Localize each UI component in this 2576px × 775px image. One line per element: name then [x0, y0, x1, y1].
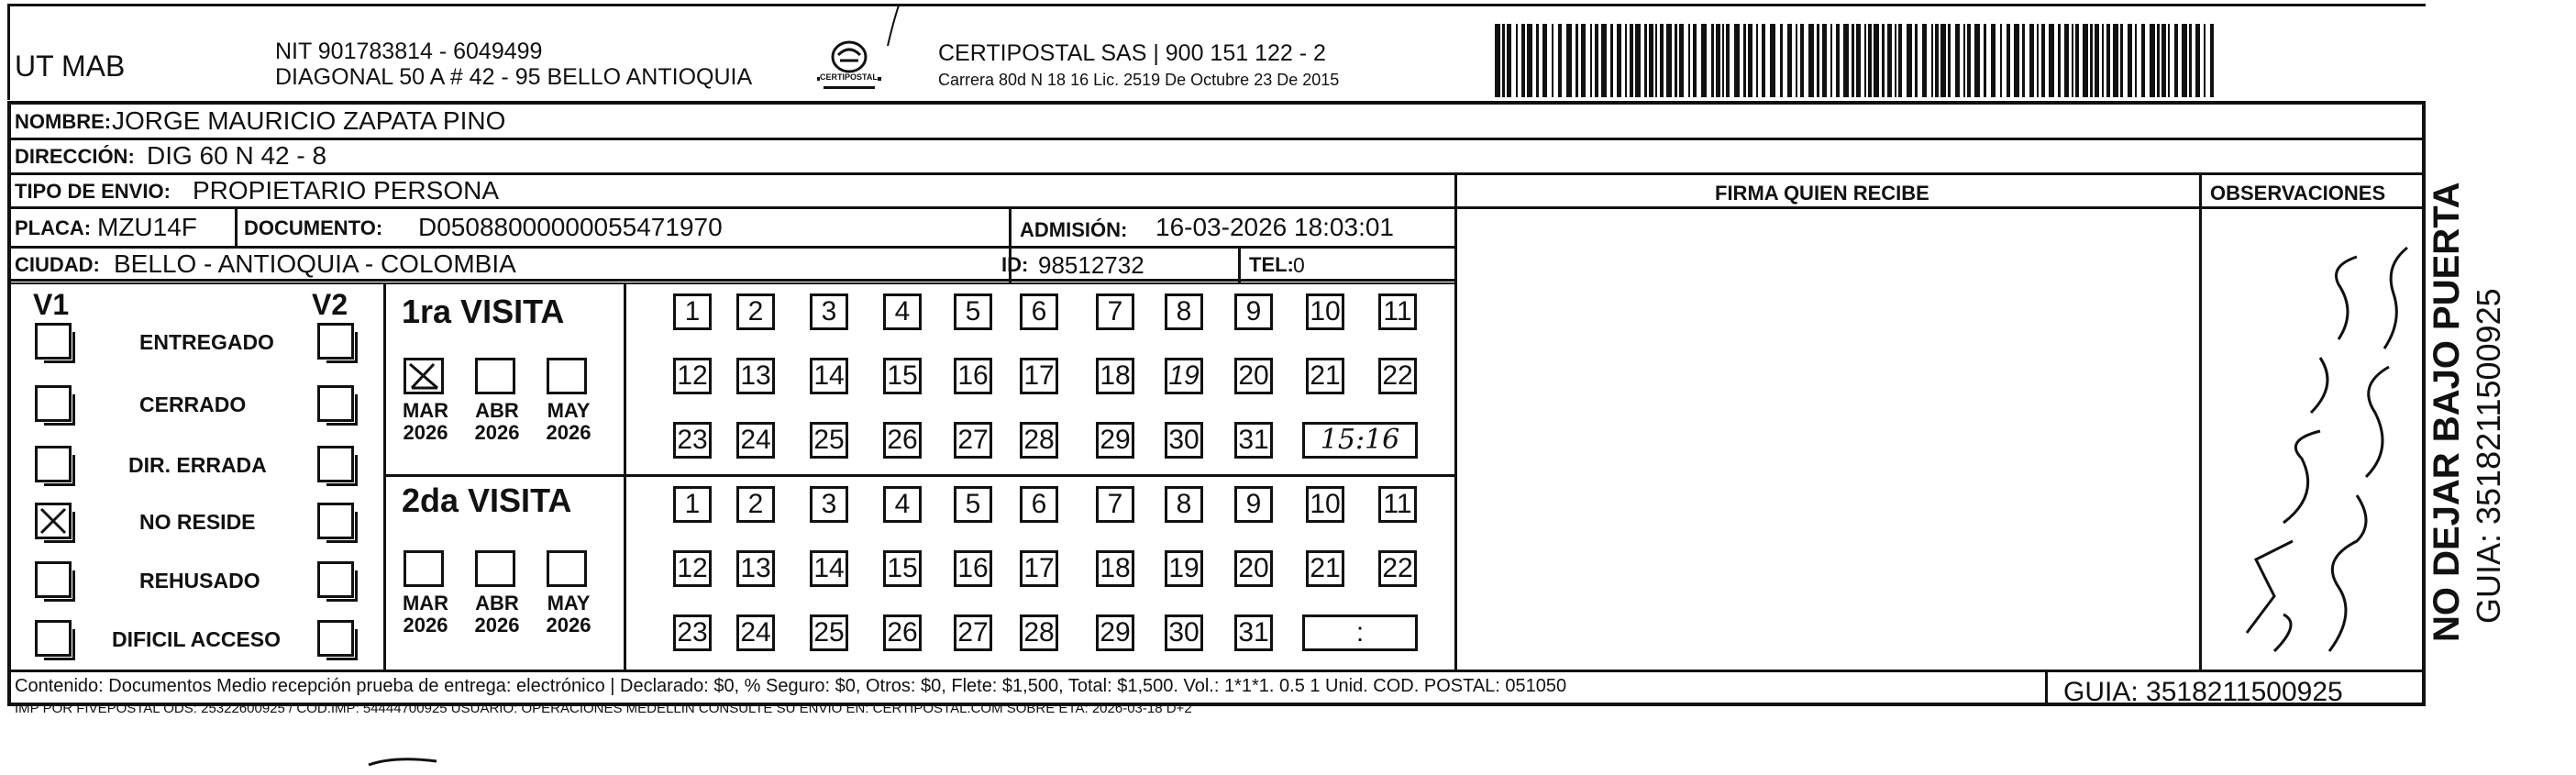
barcode-bar: [1495, 24, 1500, 97]
day-box[interactable]: 29: [1096, 422, 1134, 459]
barcode-bar: [1722, 24, 1724, 97]
side-guia: GUIA: 3518211500925: [2470, 288, 2507, 624]
v2-checkbox[interactable]: [317, 620, 354, 657]
barcode-bar: [1836, 24, 1840, 97]
barcode-bar: [2182, 24, 2187, 97]
day-box[interactable]: 9: [1234, 293, 1273, 330]
day-box[interactable]: 24: [736, 422, 775, 459]
month-label: MAR 2026: [402, 399, 449, 444]
barcode-bar: [2210, 24, 2214, 97]
barcode-bar: [1625, 24, 1627, 97]
barcode-bar: [2041, 24, 2045, 97]
barcode-bar: [1935, 24, 1939, 97]
day-box[interactable]: 6: [1020, 293, 1058, 330]
barcode-bar: [1748, 24, 1752, 97]
barcode-bar: [1948, 24, 1951, 97]
day-box[interactable]: 27: [954, 422, 992, 459]
id-label: ID:: [1001, 253, 1029, 276]
barcode-bar: [1817, 24, 1819, 97]
barcode-bar: [1655, 24, 1657, 97]
check-x-icon: [38, 505, 69, 537]
day-box[interactable]: 2: [736, 486, 775, 523]
barcode-bar: [1895, 24, 1896, 97]
barcode-bar: [1907, 24, 1912, 97]
barcode-bar: [1581, 24, 1586, 97]
barcode-bar: [2106, 24, 2110, 97]
barcode-bar: [2064, 24, 2069, 97]
barcode-bar: [2029, 24, 2034, 97]
barcode-bar: [2072, 24, 2073, 97]
barcode-bar: [1507, 24, 1511, 97]
barcode-bar: [1963, 24, 1965, 97]
company-address: DIAGONAL 50 A # 42 - 95 BELLO ANTIOQUIA: [275, 64, 753, 90]
barcode-bar: [1874, 24, 1879, 97]
day-box[interactable]: 18: [1096, 358, 1134, 394]
barcode-bar: [1991, 24, 1996, 97]
day-box[interactable]: 31: [1234, 422, 1273, 459]
barcode-bar: [2135, 24, 2137, 97]
day-box[interactable]: 24: [736, 614, 775, 651]
day-box[interactable]: 1: [673, 486, 712, 523]
month-checkbox[interactable]: [475, 358, 515, 394]
nombre-label: NOMBRE:: [15, 110, 112, 133]
certipostal-logo: [813, 37, 886, 101]
day-box[interactable]: 20: [1234, 358, 1273, 394]
barcode-bar: [2000, 24, 2002, 97]
day-box[interactable]: 3: [810, 486, 848, 523]
tel-value: 0: [1293, 253, 1305, 277]
day-box[interactable]: 30: [1165, 422, 1203, 459]
footer-contents: Contenido: Documentos Medio recepción prueba de entrega: electrónico | Declarado: $0, % Seguro: $0, Otros: $0, Flete: $1,500, Total: $1,500. Vol.: 1*1*1. 0.5 1 Unid. COD. POSTAL: 051050: [15, 676, 1567, 696]
barcode-bar: [1770, 24, 1775, 97]
barcode-bar: [1575, 24, 1578, 97]
barcode-bar: [1716, 24, 1720, 97]
barcode-bar: [1527, 24, 1532, 97]
v1-checkbox[interactable]: [35, 561, 72, 598]
tipo-envio-label: TIPO DE ENVIO:: [15, 180, 171, 203]
status-label: REHUSADO: [139, 569, 260, 592]
placa-value: MZU14F: [97, 213, 197, 241]
barcode-bar: [1940, 24, 1946, 97]
barcode-bar: [1660, 24, 1664, 97]
barcode-bar: [2195, 24, 2200, 97]
v2-checkbox[interactable]: [317, 385, 354, 422]
barcode-bar: [1630, 24, 1633, 97]
barcode-bar: [1967, 24, 1971, 97]
barcode-bar: [1610, 24, 1613, 97]
barcode-bar: [1743, 24, 1746, 97]
day-box[interactable]: 7: [1096, 293, 1134, 330]
barcode-bar: [1688, 24, 1690, 97]
day-box[interactable]: 14: [810, 550, 848, 587]
barcode-bar: [2090, 24, 2093, 97]
day-box[interactable]: 3: [810, 293, 848, 330]
day-box[interactable]: 6: [1020, 486, 1058, 523]
day-box[interactable]: 20: [1234, 550, 1273, 587]
barcode-bar: [1635, 24, 1641, 97]
v1-checkbox[interactable]: [35, 446, 72, 482]
v1-checkbox[interactable]: [35, 323, 72, 360]
barcode-bar: [2075, 24, 2079, 97]
month-checkbox[interactable]: [547, 550, 587, 587]
pen-stroke: [367, 752, 440, 770]
day-box[interactable]: 5: [954, 293, 992, 330]
documento-label: DOCUMENTO:: [244, 216, 383, 239]
day-box[interactable]: 18: [1096, 550, 1134, 587]
day-box[interactable]: 19: [1165, 550, 1203, 587]
day-box[interactable]: 10: [1306, 293, 1344, 330]
barcode-bar: [1542, 24, 1547, 97]
barcode-bar: [2022, 24, 2025, 97]
month-label: ABR 2026: [474, 399, 520, 444]
day-box[interactable]: 31: [1234, 614, 1273, 651]
id-value: 98512732: [1038, 251, 1144, 279]
barcode-bar: [2058, 24, 2061, 97]
barcode-bar: [1852, 24, 1854, 97]
day-box[interactable]: 23: [673, 614, 712, 651]
day-box[interactable]: 4: [883, 486, 922, 523]
day-box[interactable]: 22: [1378, 358, 1417, 394]
barcode-bar: [1922, 24, 1927, 97]
day-box[interactable]: 15: [883, 358, 922, 394]
v1-label: V1: [33, 288, 70, 321]
status-label: CERRADO: [139, 393, 247, 416]
barcode-bar: [2189, 24, 2192, 97]
barcode-bar: [2049, 24, 2054, 97]
day-box[interactable]: 17: [1020, 550, 1058, 587]
day-box[interactable]: 12: [673, 358, 712, 394]
barcode-bar: [2150, 24, 2155, 97]
observaciones-header: OBSERVACIONES: [2210, 182, 2386, 205]
day-box[interactable]: 30: [1165, 614, 1203, 651]
barcode-bar: [1931, 24, 1933, 97]
day-box[interactable]: 4: [883, 293, 922, 330]
status-label: DIFICIL ACCESO: [112, 627, 282, 651]
day-box[interactable]: 13: [736, 550, 775, 587]
day-box[interactable]: 12: [673, 550, 712, 587]
barcode-bar: [1800, 24, 1804, 97]
v1-checkbox[interactable]: [35, 503, 72, 539]
barcode: [1493, 24, 2227, 97]
barcode-bar: [1796, 24, 1797, 97]
day-box[interactable]: 11: [1378, 293, 1417, 330]
day-box[interactable]: 27: [954, 614, 992, 651]
day-box[interactable]: 21: [1306, 358, 1344, 394]
barcode-bar: [1536, 24, 1539, 97]
company-name: UT MAB: [15, 50, 126, 83]
day-box[interactable]: 15: [883, 550, 922, 587]
day-box[interactable]: 26: [883, 614, 922, 651]
barcode-bar: [1808, 24, 1814, 97]
footer-print-info: IMP POR FIVEPOSTAL ODS: 25322600925 / COD.IMP: 54444700925 USUARIO: OPERACIONES MEDELLIN CONSULTE SU ENVIO EN: CERTIPOSTAL.COM SOBRE ETA: 2026-03-18 D+2: [15, 701, 1192, 716]
day-box[interactable]: 22: [1378, 550, 1417, 587]
barcode-bar: [1675, 24, 1677, 97]
documento-value: D05088000000055471970: [418, 213, 723, 241]
month-label: ABR 2026: [474, 592, 520, 637]
status-label: ENTREGADO: [139, 330, 274, 354]
barcode-bar: [1701, 24, 1707, 97]
month-checkbox[interactable]: [404, 358, 444, 394]
barcode-bar: [2014, 24, 2019, 97]
check-x-icon: [406, 360, 441, 392]
month-checkbox[interactable]: [547, 358, 587, 394]
day-box[interactable]: 13: [736, 358, 775, 394]
barcode-bar: [1566, 24, 1572, 97]
barcode-bar: [2141, 24, 2145, 97]
barcode-bar: [2095, 24, 2099, 97]
day-box[interactable]: 28: [1020, 422, 1058, 459]
day-box[interactable]: 11: [1378, 486, 1417, 523]
v2-label: V2: [312, 288, 348, 321]
barcode-bar: [1693, 24, 1697, 97]
barcode-bar: [1887, 24, 1892, 97]
barcode-bar: [1644, 24, 1647, 97]
month-checkbox[interactable]: [404, 550, 444, 587]
handwritten-observation: [2219, 229, 2421, 660]
day-box[interactable]: 17: [1020, 358, 1058, 394]
day-box[interactable]: 8: [1165, 293, 1203, 330]
barcode-bar: [1882, 24, 1885, 97]
barcode-bar: [1711, 24, 1714, 97]
barcode-bar: [1601, 24, 1607, 97]
ciudad-label: CIUDAD:: [15, 253, 100, 276]
day-box[interactable]: 8: [1165, 486, 1203, 523]
barcode-bar: [2174, 24, 2178, 97]
barcode-bar: [1617, 24, 1621, 97]
day-box[interactable]: 1: [673, 293, 712, 330]
barcode-bar: [1502, 24, 1505, 97]
v2-checkbox[interactable]: [317, 503, 354, 539]
barcode-bar: [1780, 24, 1783, 97]
tipo-envio-value: PROPIETARIO PERSONA: [193, 176, 499, 205]
day-box[interactable]: 10: [1306, 486, 1344, 523]
pen-mark: [884, 4, 902, 50]
direccion-value: DIG 60 N 42 - 8: [147, 141, 327, 170]
barcode-bar: [1830, 24, 1832, 97]
barcode-bar: [1915, 24, 1918, 97]
barcode-bar: [1822, 24, 1827, 97]
carrier-license: Carrera 80d N 18 16 Lic. 2519 De Octubre 23 De 2015: [938, 71, 1340, 89]
barcode-bar: [1552, 24, 1553, 97]
barcode-bar: [1787, 24, 1792, 97]
barcode-bar: [2168, 24, 2170, 97]
barcode-bar: [1558, 24, 1562, 97]
day-box[interactable]: 16: [954, 550, 992, 587]
visit2-title: 2da VISITA: [402, 482, 572, 519]
barcode-bar: [2083, 24, 2088, 97]
barcode-bar: [2204, 24, 2206, 97]
v1-checkbox[interactable]: [35, 385, 72, 422]
day-box[interactable]: 5: [954, 486, 992, 523]
barcode-bar: [1984, 24, 1986, 97]
day-box[interactable]: 23: [673, 422, 712, 459]
time-box[interactable]: :: [1302, 614, 1418, 651]
barcode-bar: [1898, 24, 1902, 97]
barcode-bar: [1590, 24, 1592, 97]
barcode-bar: [2120, 24, 2123, 97]
direccion-label: DIRECCIÓN:: [15, 145, 135, 168]
month-label: MAR 2026: [402, 592, 449, 637]
month-checkbox[interactable]: [475, 550, 515, 587]
v2-checkbox[interactable]: [317, 561, 354, 598]
day-box[interactable]: 25: [810, 422, 848, 459]
day-box[interactable]: 2: [736, 293, 775, 330]
day-box[interactable]: 28: [1020, 614, 1058, 651]
barcode-bar: [1843, 24, 1849, 97]
barcode-bar: [1868, 24, 1872, 97]
footer-guia: GUIA: 3518211500925: [2063, 677, 2343, 707]
time-box[interactable]: 15:16: [1302, 422, 1418, 459]
carrier-name: CERTIPOSTAL SAS | 900 151 122 - 2: [938, 40, 1326, 66]
v2-checkbox[interactable]: [317, 323, 354, 360]
company-nit: NIT 901783814 - 6049499: [275, 39, 543, 64]
barcode-bar: [2102, 24, 2104, 97]
admision-value: 16-03-2026 18:03:01: [1155, 213, 1394, 241]
barcode-bar: [1756, 24, 1758, 97]
barcode-bar: [1974, 24, 1980, 97]
day-box[interactable]: 7: [1096, 486, 1134, 523]
no-dejar-bajo-puerta: NO DEJAR BAJO PUERTA: [2427, 182, 2467, 642]
side-text: [2428, 110, 2516, 642]
logo-caption: CERTIPOSTAL: [820, 72, 878, 82]
status-label: NO RESIDE: [139, 510, 256, 534]
day-box[interactable]: 21: [1306, 550, 1344, 587]
day-box[interactable]: 25: [810, 614, 848, 651]
barcode-bar: [1649, 24, 1653, 97]
barcode-bar: [1955, 24, 1960, 97]
barcode-bar: [1856, 24, 1861, 97]
barcode-bar: [1734, 24, 1740, 97]
tel-label: TEL:: [1249, 253, 1294, 276]
v2-checkbox[interactable]: [317, 446, 354, 482]
status-label: DIR. ERRADA: [128, 453, 267, 477]
barcode-bar: [2157, 24, 2160, 97]
barcode-bar: [2007, 24, 2010, 97]
firma-header: FIRMA QUIEN RECIBE: [1715, 182, 1929, 205]
barcode-bar: [2037, 24, 2039, 97]
day-box[interactable]: 29: [1096, 614, 1134, 651]
day-box[interactable]: 14: [810, 358, 848, 394]
visit1-title: 1ra VISITA: [402, 293, 565, 330]
barcode-bar: [1666, 24, 1672, 97]
nombre-value: JORGE MAURICIO ZAPATA PINO: [112, 106, 506, 135]
barcode-bar: [1595, 24, 1598, 97]
day-box[interactable]: 9: [1234, 486, 1273, 523]
month-label: MAY 2026: [546, 592, 591, 637]
barcode-bar: [2128, 24, 2132, 97]
v1-checkbox[interactable]: [35, 620, 72, 657]
month-label: MAY 2026: [546, 399, 591, 444]
barcode-bar: [2161, 24, 2166, 97]
barcode-bar: [1864, 24, 1866, 97]
ciudad-value: BELLO - ANTIOQUIA - COLOMBIA: [114, 249, 516, 278]
barcode-bar: [2113, 24, 2118, 97]
day-box[interactable]: 26: [883, 422, 922, 459]
barcode-bar: [1521, 24, 1525, 97]
day-box[interactable]: 19: [1165, 358, 1203, 394]
admision-label: ADMISIÓN:: [1020, 218, 1128, 241]
placa-label: PLACA:: [15, 216, 92, 239]
day-box[interactable]: 16: [954, 358, 992, 394]
barcode-bar: [1516, 24, 1518, 97]
barcode-bar: [1762, 24, 1765, 97]
barcode-bar: [1679, 24, 1684, 97]
barcode-bar: [1726, 24, 1730, 97]
